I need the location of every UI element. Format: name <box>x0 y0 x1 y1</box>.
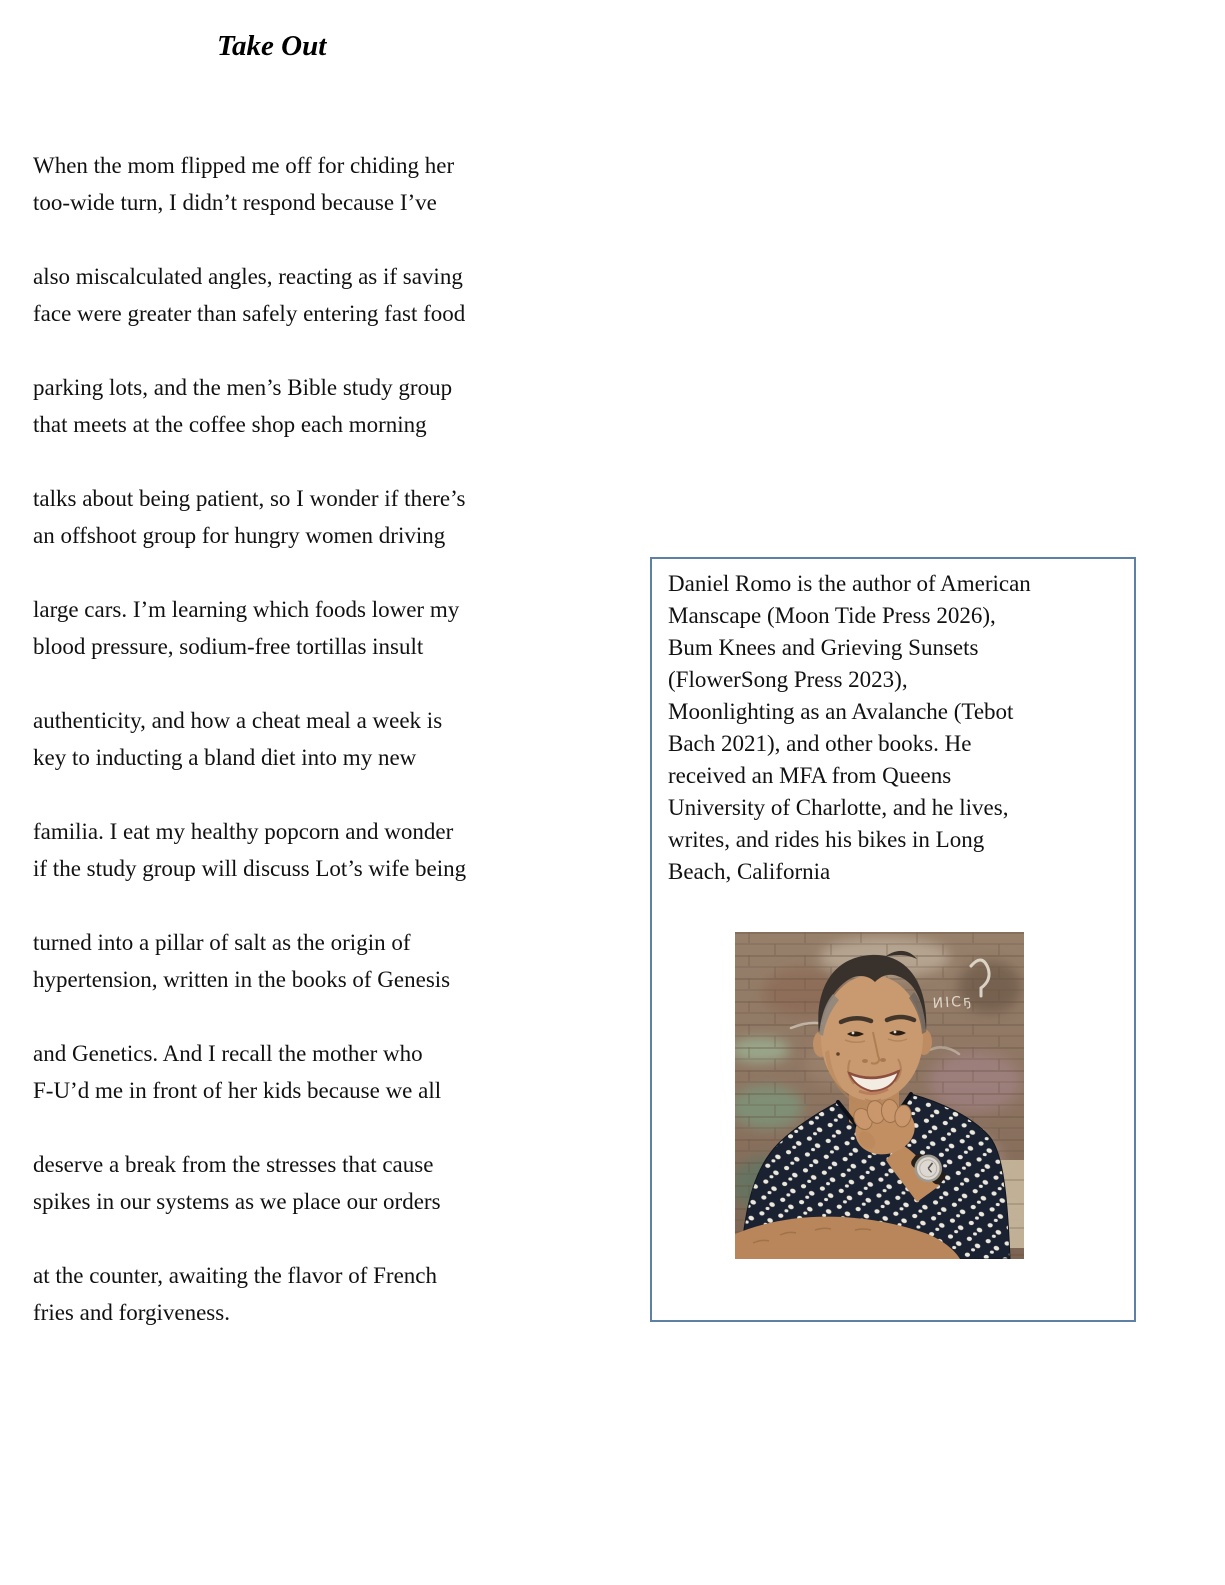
bio-line: Bach 2021), and other books. He <box>668 731 972 756</box>
bio-line: Moonlighting as an Avalanche (Tebot <box>668 699 1014 724</box>
bio-line: received an MFA from Queens <box>668 763 952 788</box>
poem-line: too-wide turn, I didn’t respond because I’ve <box>33 190 437 215</box>
poem-line: hypertension, written in the books of Genesis <box>33 967 451 992</box>
poem-stanza <box>33 591 618 665</box>
poem-stanza <box>33 1257 618 1331</box>
poem-line: blood pressure, sodium-free tortillas insult <box>33 634 424 659</box>
poem-line: authenticity, and how a cheat meal a week is <box>33 708 443 733</box>
poem-line: When the mom flipped me off for chiding her <box>33 153 455 178</box>
poem-line: familia. I eat my healthy popcorn and wonder <box>33 819 454 844</box>
poem-stanza <box>33 369 618 443</box>
poem-stanza <box>33 702 618 776</box>
poem-line: large cars. I’m learning which foods lower my <box>33 597 460 622</box>
poem-stanza <box>33 1146 618 1220</box>
poem-line: at the counter, awaiting the flavor of French <box>33 1263 437 1288</box>
poem-stanza <box>33 258 618 332</box>
poem-title: Take Out <box>217 30 327 62</box>
poem-stanza <box>33 147 618 221</box>
poem-line: face were greater than safely entering fast food <box>33 301 466 326</box>
poem-stanza <box>33 480 618 554</box>
bio-line: Beach, California <box>668 859 831 884</box>
poem-line: if the study group will discuss Lot’s wife being <box>33 856 467 881</box>
poem-line: fries and forgiveness. <box>33 1300 230 1325</box>
poem-line: also miscalculated angles, reacting as if saving <box>33 264 463 289</box>
poem-line: deserve a break from the stresses that cause <box>33 1152 434 1177</box>
poem-line: spikes in our systems as we place our orders <box>33 1189 441 1214</box>
bio-line: writes, and rides his bikes in Long <box>668 827 985 852</box>
poem-line: parking lots, and the men’s Bible study group <box>33 375 453 400</box>
bio-line: Bum Knees and Grieving Sunsets <box>668 635 979 660</box>
poem-stanza <box>33 924 618 998</box>
bio-line: Daniel Romo is the author of American <box>668 571 1031 596</box>
poem <box>33 147 618 1368</box>
poem-stanza <box>33 813 618 887</box>
bio-line: University of Charlotte, and he lives, <box>668 795 1009 820</box>
poem-line: and Genetics. And I recall the mother who <box>33 1041 423 1066</box>
bio-line: Manscape (Moon Tide Press 2026), <box>668 603 996 628</box>
poem-line: that meets at the coffee shop each morning <box>33 412 427 437</box>
author-bio-text <box>652 559 1134 888</box>
poem-line: talks about being patient, so I wonder if there’s <box>33 486 466 511</box>
poem-line: turned into a pillar of salt as the origin of <box>33 930 411 955</box>
author-photo <box>735 932 1024 1259</box>
poem-line: F-U’d me in front of her kids because we all <box>33 1078 442 1103</box>
poem-line: an offshoot group for hungry women driving <box>33 523 446 548</box>
poem-line: key to inducting a bland diet into my new <box>33 745 417 770</box>
poem-stanza <box>33 1035 618 1109</box>
author-bio-box <box>650 557 1136 1322</box>
bio-line: (FlowerSong Press 2023), <box>668 667 908 692</box>
graffiti-text: ИICҕ <box>932 993 973 1012</box>
